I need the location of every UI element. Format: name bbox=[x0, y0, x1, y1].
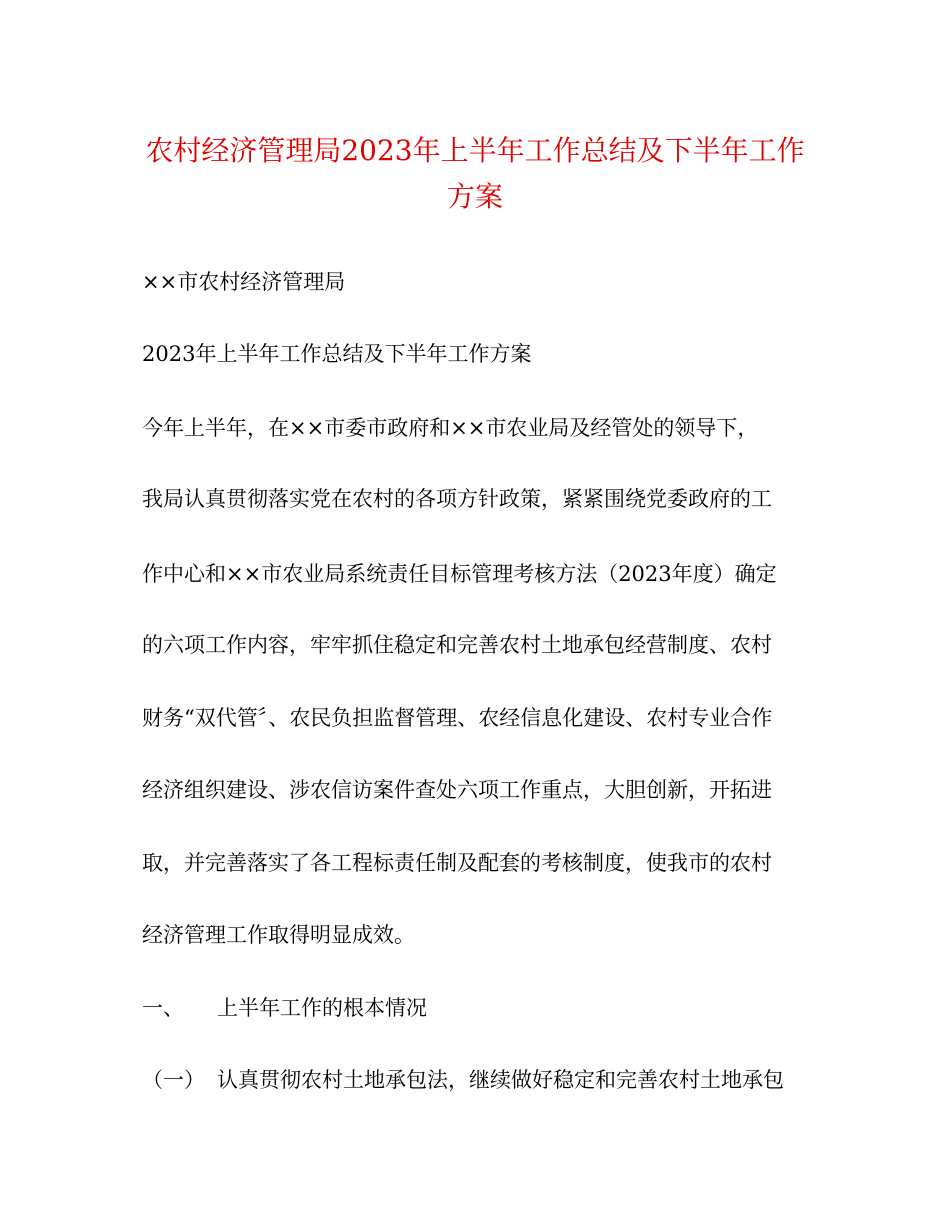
subsection-heading-1 bbox=[142, 1066, 784, 1094]
paragraph-line: 取，并完善落实了各工程标责任制及配套的考核制度，使我市的农村 bbox=[142, 851, 772, 875]
section-heading-1-number: 一、 bbox=[142, 996, 184, 1020]
subsection-heading-1-number: （一） bbox=[142, 1068, 205, 1092]
paragraph-line: 我局认真贯彻落实党在农村的各项方针政策，紧紧围绕党委政府的工 bbox=[142, 487, 772, 511]
document-title-line-2: 方案 bbox=[446, 180, 503, 213]
organization-name: ××市农村经济管理局 bbox=[142, 270, 346, 294]
section-heading-1-text: 上半年工作的根本情况 bbox=[217, 996, 427, 1020]
section-heading-1 bbox=[142, 994, 427, 1022]
paragraph-line: 的六项工作内容，牢牢抓住稳定和完善农村土地承包经营制度、农村 bbox=[142, 633, 772, 657]
paragraph-line: 作中心和××市农业局系统责任目标管理考核方法（2023年度）确定 bbox=[142, 562, 777, 586]
paragraph-line: 今年上半年，在××市委市政府和××市农业局及经管处的领导下， bbox=[142, 416, 759, 440]
document-title-line-1: 农村经济管理局2023年上半年工作总结及下半年工作 bbox=[145, 134, 805, 167]
document-subtitle: 2023年上半年工作总结及下半年工作方案 bbox=[142, 342, 532, 366]
paragraph-line: 经济组织建设、涉农信访案件查处六项工作重点，大胆创新，开拓进 bbox=[142, 778, 772, 802]
subsection-heading-1-text: 认真贯彻农村土地承包法，继续做好稳定和完善农村土地承包 bbox=[217, 1068, 784, 1092]
paragraph-line: 财务“双代管〞、农民负担监督管理、农经信息化建设、农村专业合作 bbox=[142, 706, 773, 730]
paragraph-line: 经济管理工作取得明显成效。 bbox=[142, 923, 415, 947]
